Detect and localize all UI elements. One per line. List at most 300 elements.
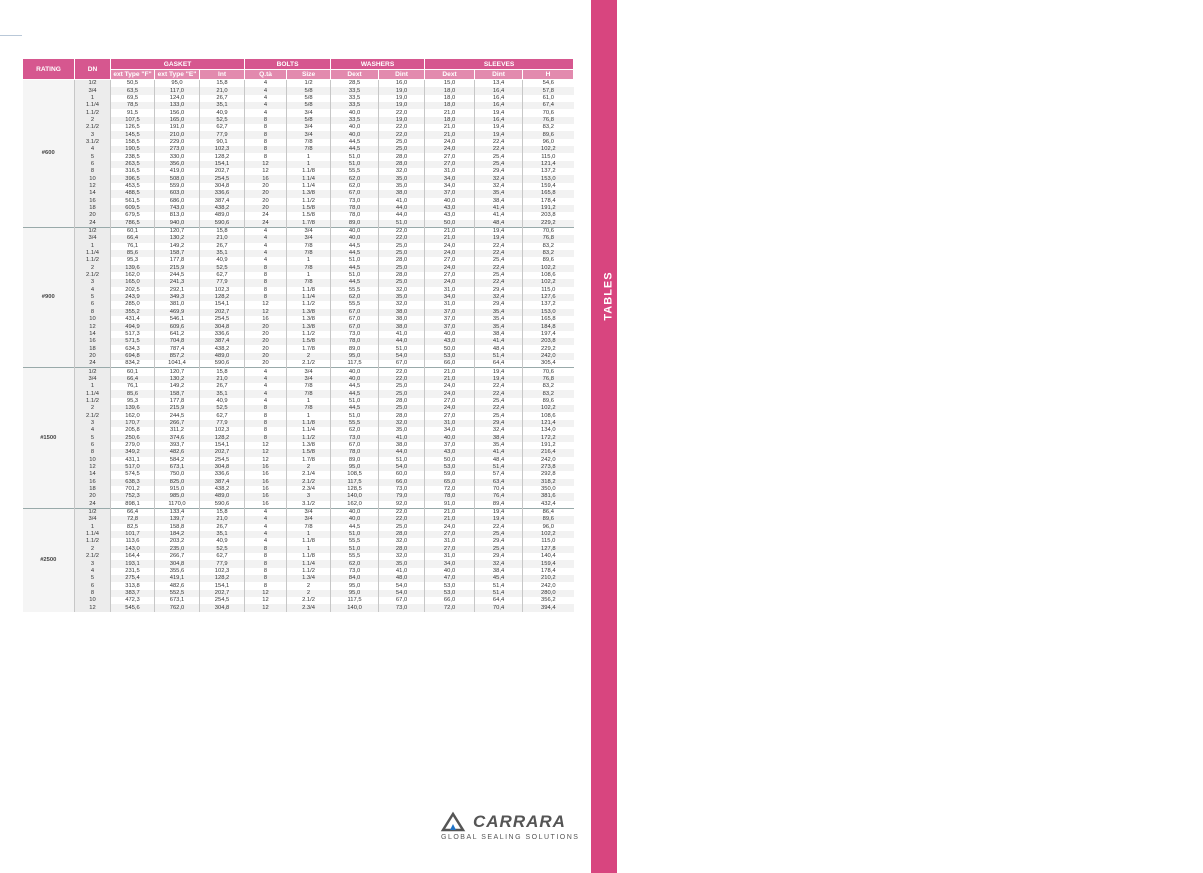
- value-cell: 95,0: [155, 80, 200, 88]
- value-cell: 89,4: [475, 501, 523, 509]
- value-cell: 60,0: [379, 471, 425, 478]
- value-cell: 51,4: [475, 582, 523, 589]
- value-cell: 137,2: [523, 168, 574, 175]
- value-cell: 52,5: [200, 546, 245, 553]
- value-cell: 117,5: [331, 597, 379, 604]
- table-row: [23, 575, 574, 582]
- value-cell: 1.3/8: [287, 442, 331, 449]
- rating-cell: #600: [23, 80, 75, 228]
- value-cell: 162,0: [111, 272, 155, 279]
- dn-cell: 16: [75, 338, 111, 345]
- table-row: [23, 368, 574, 376]
- dn-cell: 4: [75, 287, 111, 294]
- value-cell: 158,5: [111, 139, 155, 146]
- value-cell: 787,4: [155, 345, 200, 352]
- value-cell: 21,0: [425, 368, 475, 376]
- value-cell: 16,4: [475, 95, 523, 102]
- dn-cell: 12: [75, 604, 111, 611]
- value-cell: 76,1: [111, 383, 155, 390]
- value-cell: 546,1: [155, 316, 200, 323]
- value-cell: 1.7/8: [287, 345, 331, 352]
- value-cell: 584,2: [155, 457, 200, 464]
- value-cell: 19,0: [379, 102, 425, 109]
- value-cell: 51,0: [331, 272, 379, 279]
- dn-cell: 1.1/4: [75, 531, 111, 538]
- value-cell: 2.1/2: [287, 479, 331, 486]
- dn-cell: 10: [75, 316, 111, 323]
- value-cell: 216,4: [523, 449, 574, 456]
- dn-cell: 6: [75, 582, 111, 589]
- table-row: [23, 168, 574, 175]
- value-cell: 16: [245, 493, 287, 500]
- value-cell: 24: [245, 220, 287, 228]
- value-cell: 33,5: [331, 102, 379, 109]
- value-cell: 3.1/2: [287, 501, 331, 509]
- table-row: [23, 546, 574, 553]
- value-cell: 1.1/8: [287, 553, 331, 560]
- value-cell: 154,1: [200, 161, 245, 168]
- value-cell: 25,0: [379, 243, 425, 250]
- dn-cell: 20: [75, 212, 111, 219]
- value-cell: 28,5: [331, 80, 379, 88]
- value-cell: 70,4: [475, 604, 523, 611]
- value-cell: 190,5: [111, 146, 155, 153]
- brand-footer: [441, 812, 581, 862]
- table-row: [23, 190, 574, 197]
- table-row: [23, 345, 574, 352]
- table-row: [23, 87, 574, 94]
- value-cell: 1: [287, 531, 331, 538]
- value-cell: 77,9: [200, 279, 245, 286]
- value-cell: 32,0: [379, 168, 425, 175]
- value-cell: 128,2: [200, 575, 245, 582]
- value-cell: 139,7: [155, 516, 200, 523]
- table-row: [23, 220, 574, 228]
- value-cell: 22,0: [379, 376, 425, 383]
- value-cell: 52,5: [200, 117, 245, 124]
- value-cell: 54,0: [379, 464, 425, 471]
- value-cell: 1.1/2: [287, 568, 331, 575]
- value-cell: 20: [245, 205, 287, 212]
- value-cell: 34,0: [425, 175, 475, 182]
- value-cell: 19,4: [475, 508, 523, 516]
- value-cell: 273,8: [523, 464, 574, 471]
- value-cell: 517,3: [111, 331, 155, 338]
- value-cell: 545,6: [111, 604, 155, 611]
- table-row: [23, 338, 574, 345]
- value-cell: 8: [245, 117, 287, 124]
- value-cell: 83,2: [523, 383, 574, 390]
- value-cell: 244,5: [155, 272, 200, 279]
- value-cell: 143,0: [111, 546, 155, 553]
- value-cell: 158,7: [155, 250, 200, 257]
- value-cell: 70,4: [475, 486, 523, 493]
- value-cell: 29,4: [475, 553, 523, 560]
- value-cell: 193,1: [111, 560, 155, 567]
- value-cell: 134,0: [523, 427, 574, 434]
- value-cell: 115,0: [523, 538, 574, 545]
- value-cell: 438,2: [200, 345, 245, 352]
- value-cell: 254,5: [200, 457, 245, 464]
- value-cell: 78,0: [331, 338, 379, 345]
- value-cell: 304,8: [200, 183, 245, 190]
- value-cell: 8: [245, 575, 287, 582]
- value-cell: 139,6: [111, 265, 155, 272]
- value-cell: 494,9: [111, 323, 155, 330]
- table-row: [23, 568, 574, 575]
- value-cell: 79,0: [379, 493, 425, 500]
- value-cell: 51,0: [331, 531, 379, 538]
- value-cell: 44,0: [379, 212, 425, 219]
- value-cell: 102,3: [200, 568, 245, 575]
- value-cell: 78,5: [111, 102, 155, 109]
- dn-cell: 1.1/2: [75, 257, 111, 264]
- value-cell: 374,6: [155, 435, 200, 442]
- dn-cell: 10: [75, 457, 111, 464]
- value-cell: 44,5: [331, 279, 379, 286]
- table-row: [23, 146, 574, 153]
- value-cell: 51,0: [331, 153, 379, 160]
- dn-cell: 16: [75, 198, 111, 205]
- value-cell: 381,0: [155, 301, 200, 308]
- value-cell: 28,0: [379, 531, 425, 538]
- value-cell: 44,5: [331, 243, 379, 250]
- table-row: [23, 161, 574, 168]
- value-cell: 51,0: [331, 412, 379, 419]
- table-row: [23, 471, 574, 478]
- value-cell: 4: [245, 376, 287, 383]
- value-cell: 20: [245, 323, 287, 330]
- value-cell: 7/8: [287, 139, 331, 146]
- value-cell: 37,0: [425, 316, 475, 323]
- value-cell: 8: [245, 272, 287, 279]
- value-cell: 89,0: [331, 220, 379, 228]
- value-cell: 184,2: [155, 531, 200, 538]
- subheader-cell: Dext: [425, 70, 475, 80]
- table-row: [23, 390, 574, 397]
- value-cell: 59,0: [425, 471, 475, 478]
- value-cell: 40,0: [331, 516, 379, 523]
- col-rating: RATING: [23, 59, 75, 80]
- value-cell: 149,2: [155, 383, 200, 390]
- value-cell: 266,7: [155, 553, 200, 560]
- value-cell: 8: [245, 546, 287, 553]
- value-cell: 25,0: [379, 139, 425, 146]
- value-cell: 387,4: [200, 479, 245, 486]
- value-cell: 16: [245, 501, 287, 509]
- value-cell: 13,4: [475, 80, 523, 88]
- value-cell: 24,0: [425, 390, 475, 397]
- value-cell: 69,5: [111, 95, 155, 102]
- value-cell: 21,0: [200, 376, 245, 383]
- value-cell: 4: [245, 80, 287, 88]
- subheader-cell: Size: [287, 70, 331, 80]
- value-cell: 40,9: [200, 257, 245, 264]
- table-row: [23, 153, 574, 160]
- rating-cell: #2500: [23, 508, 75, 611]
- value-cell: 66,4: [111, 376, 155, 383]
- dn-cell: 10: [75, 597, 111, 604]
- value-cell: 153,0: [523, 309, 574, 316]
- value-cell: 25,0: [379, 524, 425, 531]
- dn-cell: 14: [75, 190, 111, 197]
- value-cell: 431,1: [111, 457, 155, 464]
- value-cell: 21,0: [425, 124, 475, 131]
- value-cell: 85,6: [111, 390, 155, 397]
- value-cell: 89,6: [523, 257, 574, 264]
- value-cell: 25,4: [475, 272, 523, 279]
- value-cell: 25,4: [475, 153, 523, 160]
- value-cell: 44,0: [379, 338, 425, 345]
- value-cell: 419,1: [155, 575, 200, 582]
- subheader-cell: ext Type "E": [155, 70, 200, 80]
- value-cell: 31,0: [425, 287, 475, 294]
- value-cell: 701,2: [111, 486, 155, 493]
- value-cell: 177,8: [155, 398, 200, 405]
- value-cell: 27,0: [425, 257, 475, 264]
- value-cell: 1/2: [287, 80, 331, 88]
- value-cell: 19,4: [475, 368, 523, 376]
- value-cell: 16,4: [475, 117, 523, 124]
- value-cell: 1.1/4: [287, 175, 331, 182]
- value-cell: 571,5: [111, 338, 155, 345]
- value-cell: 12: [245, 301, 287, 308]
- table-row: [23, 376, 574, 383]
- value-cell: 44,5: [331, 265, 379, 272]
- value-cell: 54,0: [379, 353, 425, 360]
- value-cell: 102,3: [200, 287, 245, 294]
- value-cell: 29,4: [475, 538, 523, 545]
- value-cell: 18,0: [425, 95, 475, 102]
- value-cell: 40,0: [425, 198, 475, 205]
- value-cell: 488,5: [111, 190, 155, 197]
- table-row: [23, 501, 574, 509]
- dn-cell: 12: [75, 464, 111, 471]
- value-cell: 22,4: [475, 265, 523, 272]
- value-cell: 4: [245, 250, 287, 257]
- value-cell: 22,0: [379, 508, 425, 516]
- value-cell: 43,0: [425, 212, 475, 219]
- value-cell: 44,0: [379, 205, 425, 212]
- value-cell: 31,0: [425, 553, 475, 560]
- value-cell: 21,0: [200, 87, 245, 94]
- value-cell: 1.1/2: [287, 435, 331, 442]
- dn-cell: 4: [75, 568, 111, 575]
- value-cell: 638,3: [111, 479, 155, 486]
- value-cell: 51,4: [475, 464, 523, 471]
- value-cell: 7/8: [287, 250, 331, 257]
- table-row: [23, 183, 574, 190]
- dn-cell: 5: [75, 435, 111, 442]
- value-cell: 238,5: [111, 153, 155, 160]
- dn-cell: 18: [75, 345, 111, 352]
- value-cell: 1: [287, 398, 331, 405]
- value-cell: 57,4: [475, 471, 523, 478]
- group-washers: WASHERS: [331, 59, 425, 70]
- value-cell: 3/4: [287, 124, 331, 131]
- value-cell: 25,0: [379, 390, 425, 397]
- table-row: [23, 427, 574, 434]
- value-cell: 330,0: [155, 153, 200, 160]
- value-cell: 40,0: [331, 376, 379, 383]
- value-cell: 40,0: [331, 131, 379, 138]
- value-cell: 27,0: [425, 272, 475, 279]
- value-cell: 54,6: [523, 80, 574, 88]
- value-cell: 336,6: [200, 331, 245, 338]
- value-cell: 40,0: [425, 568, 475, 575]
- value-cell: 431,4: [111, 316, 155, 323]
- value-cell: 73,0: [379, 486, 425, 493]
- table-row: [23, 257, 574, 264]
- dn-cell: 1.1/2: [75, 398, 111, 405]
- dn-cell: 2.1/2: [75, 553, 111, 560]
- value-cell: 83,2: [523, 390, 574, 397]
- value-cell: 96,0: [523, 139, 574, 146]
- value-cell: 66,4: [111, 508, 155, 516]
- dn-cell: 2: [75, 546, 111, 553]
- value-cell: 37,0: [425, 442, 475, 449]
- value-cell: 165,0: [111, 279, 155, 286]
- dn-cell: 6: [75, 161, 111, 168]
- value-cell: 489,0: [200, 353, 245, 360]
- value-cell: 77,9: [200, 131, 245, 138]
- dn-cell: 3.1/2: [75, 139, 111, 146]
- value-cell: 12: [245, 168, 287, 175]
- value-cell: 4: [245, 109, 287, 116]
- value-cell: 86,4: [523, 508, 574, 516]
- value-cell: 20: [245, 345, 287, 352]
- value-cell: 21,0: [425, 109, 475, 116]
- value-cell: 38,0: [379, 323, 425, 330]
- value-cell: 4: [245, 102, 287, 109]
- value-cell: 67,0: [331, 316, 379, 323]
- value-cell: 48,4: [475, 345, 523, 352]
- value-cell: 1041,4: [155, 360, 200, 368]
- value-cell: 53,0: [425, 582, 475, 589]
- brand-tagline: GLOBAL SEALING SOLUTIONS: [441, 834, 580, 841]
- value-cell: 62,7: [200, 553, 245, 560]
- value-cell: 4: [245, 95, 287, 102]
- dn-cell: 3/4: [75, 516, 111, 523]
- value-cell: 5/8: [287, 95, 331, 102]
- value-cell: 3/4: [287, 516, 331, 523]
- value-cell: 128,5: [331, 486, 379, 493]
- value-cell: 1.3/8: [287, 190, 331, 197]
- table-row: [23, 301, 574, 308]
- value-cell: 25,4: [475, 412, 523, 419]
- value-cell: 1.3/8: [287, 316, 331, 323]
- value-cell: 3/4: [287, 109, 331, 116]
- value-cell: 940,0: [155, 220, 200, 228]
- value-cell: 28,0: [379, 257, 425, 264]
- value-cell: 32,4: [475, 183, 523, 190]
- value-cell: 73,0: [331, 568, 379, 575]
- table-row: [23, 212, 574, 219]
- value-cell: 83,2: [523, 124, 574, 131]
- value-cell: 19,0: [379, 87, 425, 94]
- value-cell: 20: [245, 353, 287, 360]
- value-cell: 191,0: [155, 124, 200, 131]
- value-cell: 318,2: [523, 479, 574, 486]
- value-cell: 243,9: [111, 294, 155, 301]
- value-cell: 95,0: [331, 353, 379, 360]
- value-cell: 95,3: [111, 398, 155, 405]
- value-cell: 117,0: [155, 87, 200, 94]
- value-cell: 34,0: [425, 560, 475, 567]
- dn-cell: 3/4: [75, 87, 111, 94]
- value-cell: 8: [245, 582, 287, 589]
- value-cell: 3/4: [287, 235, 331, 242]
- table-row: [23, 309, 574, 316]
- dimensions-table: [22, 58, 574, 612]
- value-cell: 51,4: [475, 590, 523, 597]
- value-cell: 156,0: [155, 109, 200, 116]
- value-cell: 25,4: [475, 398, 523, 405]
- value-cell: 641,2: [155, 331, 200, 338]
- value-cell: 32,0: [379, 287, 425, 294]
- value-cell: 62,0: [331, 294, 379, 301]
- value-cell: 22,4: [475, 139, 523, 146]
- value-cell: 35,1: [200, 531, 245, 538]
- value-cell: 279,0: [111, 442, 155, 449]
- value-cell: 32,4: [475, 427, 523, 434]
- value-cell: 35,4: [475, 323, 523, 330]
- value-cell: 95,3: [111, 257, 155, 264]
- value-cell: 25,0: [379, 405, 425, 412]
- value-cell: 1: [287, 272, 331, 279]
- value-cell: 19,4: [475, 376, 523, 383]
- value-cell: 29,4: [475, 168, 523, 175]
- value-cell: 48,4: [475, 220, 523, 228]
- value-cell: 44,5: [331, 383, 379, 390]
- value-cell: 24,0: [425, 383, 475, 390]
- value-cell: 102,3: [200, 427, 245, 434]
- value-cell: 43,0: [425, 449, 475, 456]
- value-cell: 4: [245, 398, 287, 405]
- value-cell: 145,5: [111, 131, 155, 138]
- value-cell: 22,4: [475, 279, 523, 286]
- value-cell: 108,6: [523, 272, 574, 279]
- value-cell: 28,0: [379, 546, 425, 553]
- value-cell: 750,0: [155, 471, 200, 478]
- value-cell: 18,0: [425, 102, 475, 109]
- value-cell: 482,6: [155, 449, 200, 456]
- value-cell: 41,0: [379, 331, 425, 338]
- table-row: [23, 235, 574, 242]
- value-cell: 1.1/4: [287, 427, 331, 434]
- value-cell: 561,5: [111, 198, 155, 205]
- value-cell: 8: [245, 435, 287, 442]
- value-cell: 7/8: [287, 243, 331, 250]
- value-cell: 62,0: [331, 183, 379, 190]
- value-cell: 559,0: [155, 183, 200, 190]
- value-cell: 50,0: [425, 345, 475, 352]
- value-cell: 26,7: [200, 383, 245, 390]
- value-cell: 1: [287, 546, 331, 553]
- value-cell: 35,1: [200, 390, 245, 397]
- value-cell: 4: [245, 383, 287, 390]
- value-cell: 40,9: [200, 538, 245, 545]
- value-cell: 4: [245, 538, 287, 545]
- value-cell: 686,0: [155, 198, 200, 205]
- value-cell: 40,0: [425, 435, 475, 442]
- value-cell: 24,0: [425, 524, 475, 531]
- table-row: [23, 464, 574, 471]
- value-cell: 12: [245, 604, 287, 611]
- dn-cell: 2: [75, 405, 111, 412]
- value-cell: 482,6: [155, 582, 200, 589]
- value-cell: 108,6: [523, 412, 574, 419]
